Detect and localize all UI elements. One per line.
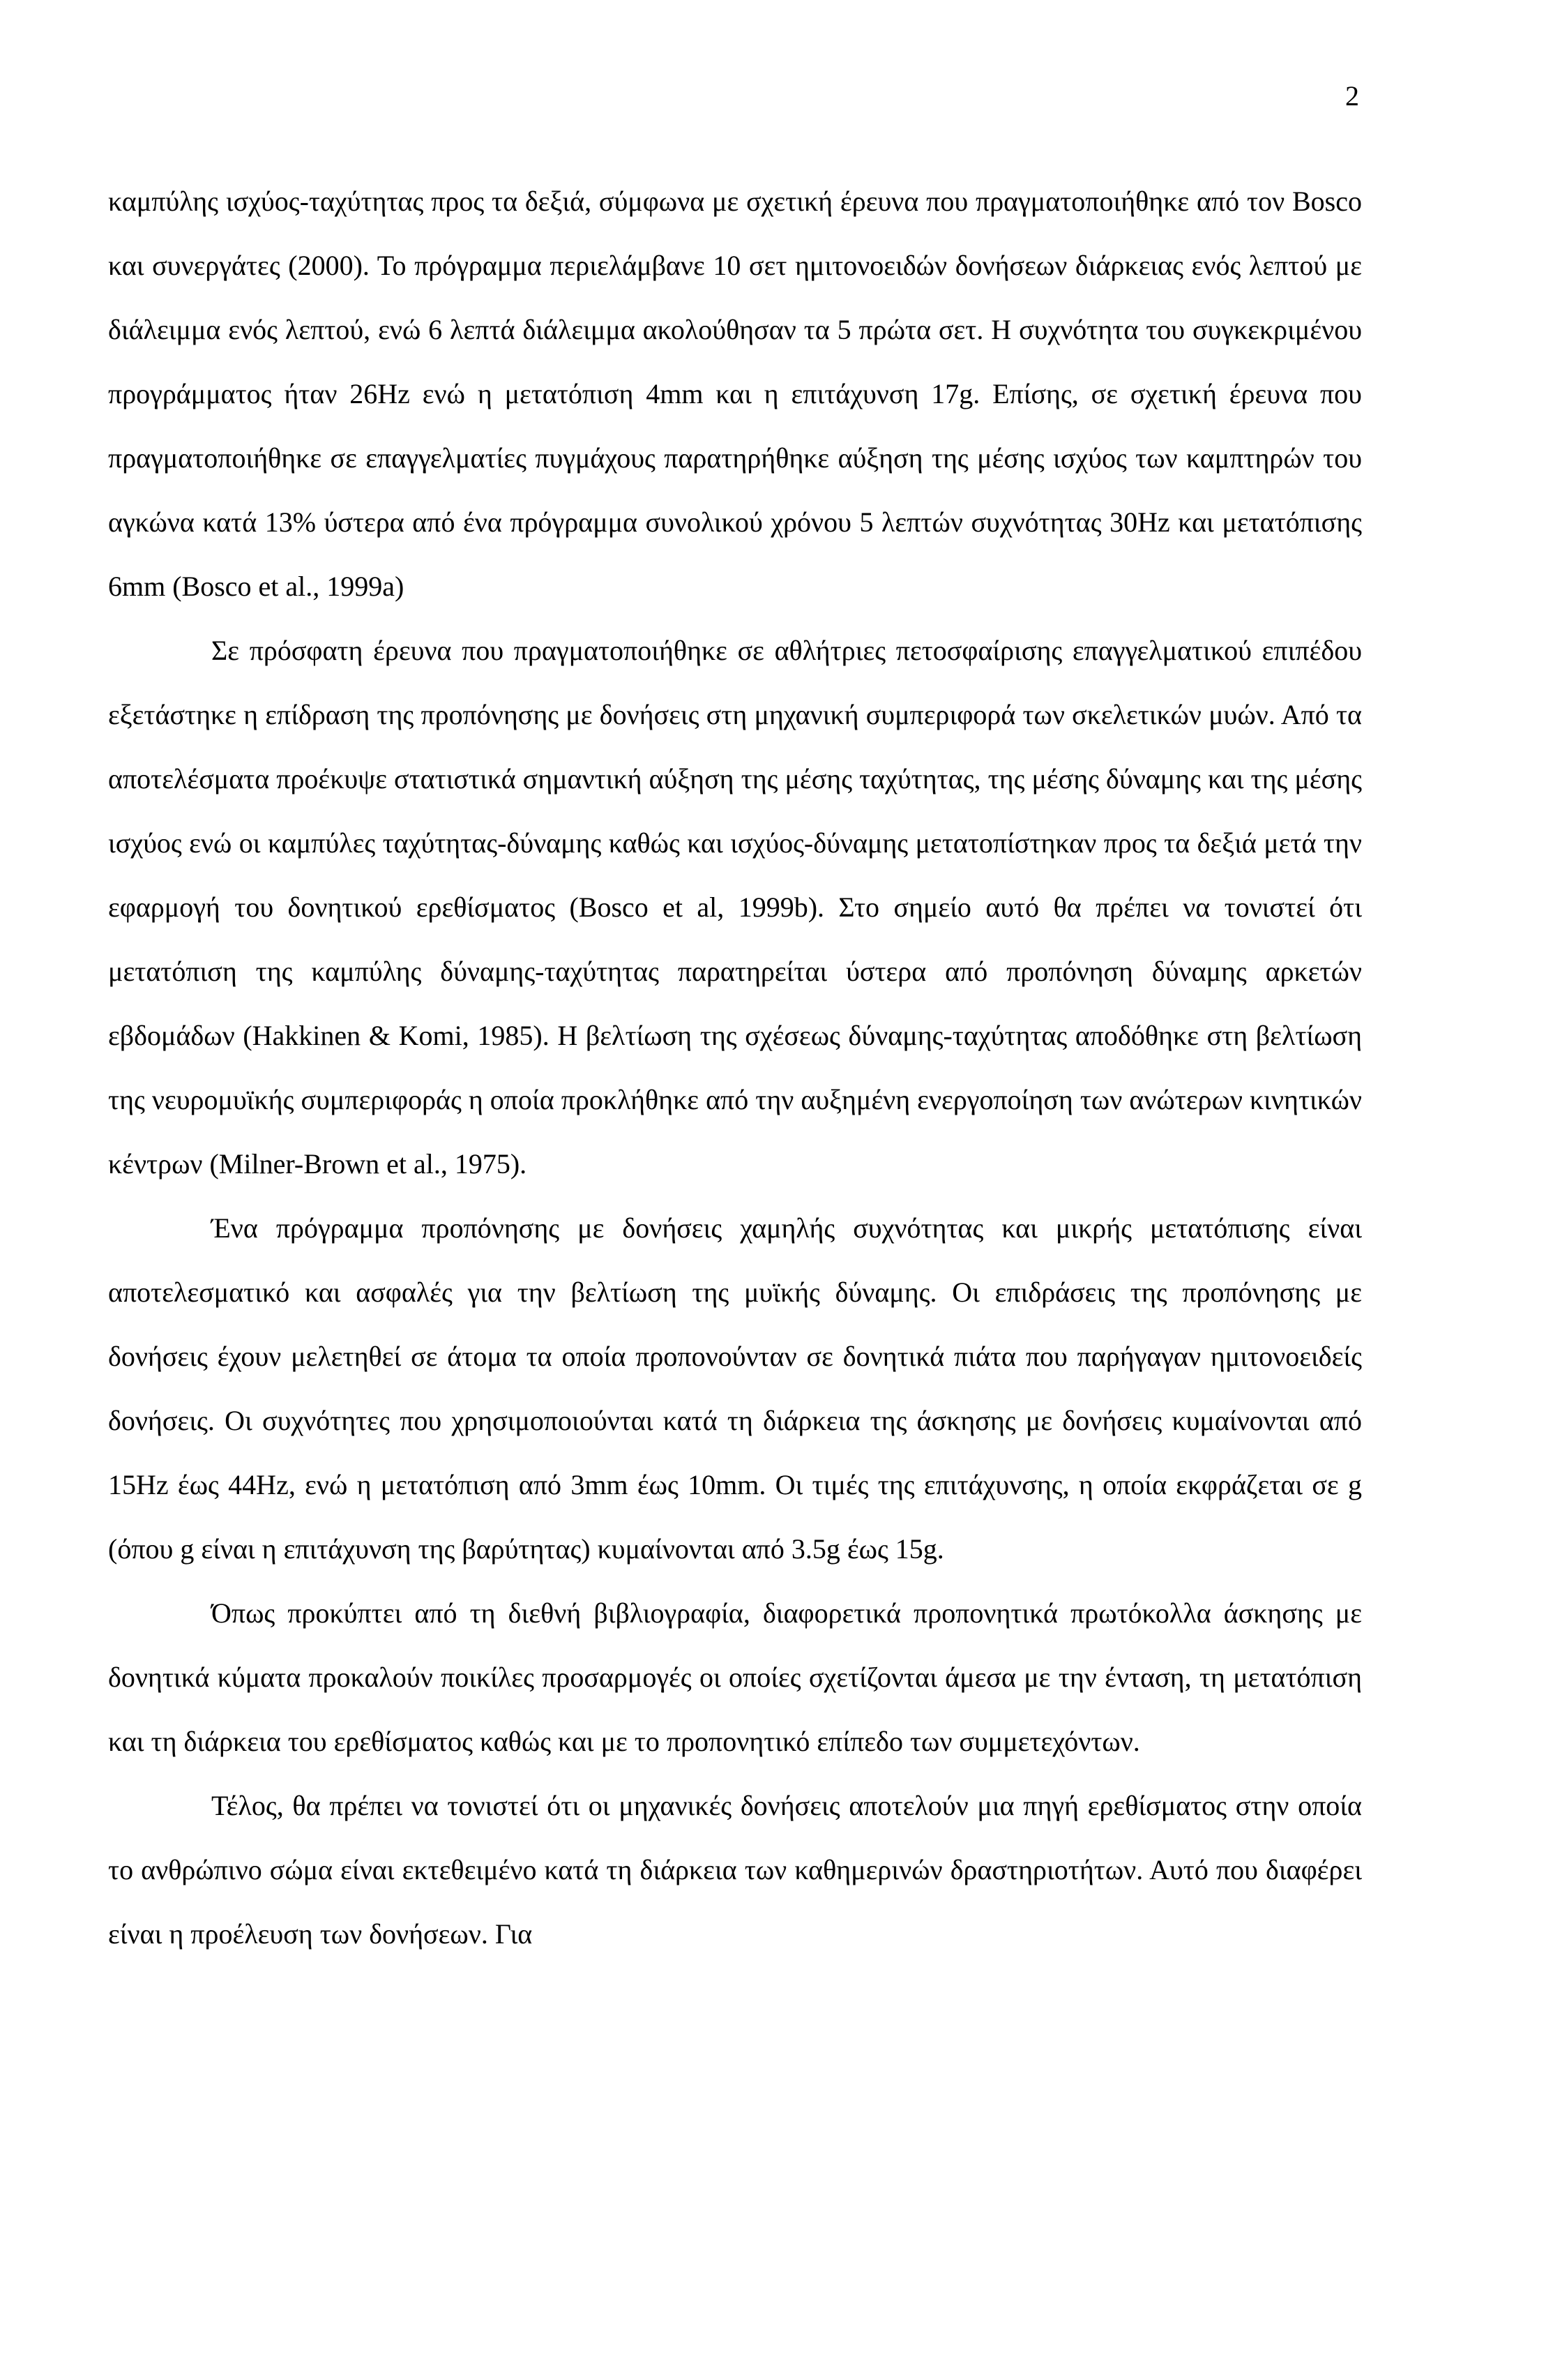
paragraph-2: Σε πρόσφατη έρευνα που πραγματοποιήθηκε σε αθλήτριες πετοσφαίρισης επαγγελματικού επιπέδου εξετάστηκε η επίδραση της προπόνησης με δονήσεις στη μηχανική συμπεριφορά των σκελετικών μυών. Από τα αποτελέσματα προέκυψε στατιστικά σημαντική αύξηση της μέσης ταχύτητας, της μέσης δύναμης και της μέσης ισχύος ενώ οι καμπύλες ταχύτητας-δύναμης καθώς και ισχύος-δύναμης μετατοπίστηκαν προς τα δεξιά μετά την εφαρμογή του δονητικού ερεθίσματος (Bosco et al, 1999b). Στο σημείο αυτό θα πρέπει να τονιστεί ότι μετατόπιση της καμπύλης δύναμης-ταχύτητας παρατηρείται ύστερα από προπόνηση δύναμης αρκετών εβδομάδων (Hakkinen & Komi, 1985). Η βελτίωση της σχέσεως δύναμης-ταχύτητας αποδόθηκε στη βελτίωση της νευρομυϊκής συμπεριφοράς η οποία προκλήθηκε από την αυξημένη ενεργοποίηση των ανώτερων κινητικών κέντρων (Milner-Brown et al., 1975). [108,635,1362,1180]
page-number: 2 [1345,80,1359,112]
paragraph-3: Ένα πρόγραμμα προπόνησης με δονήσεις χαμηλής συχνότητας και μικρής μετατόπισης είναι αποτελεσματικό και ασφαλές για την βελτίωση της μυϊκής δύναμης. Οι επιδράσεις της προπόνησης με δονήσεις έχουν μελετηθεί σε άτομα τα οποία προπονούνταν σε δονητικά πιάτα που παρήγαγαν ημιτονοειδείς δονήσεις. Οι συχνότητες που χρησιμοποιούνται κατά τη διάρκεια της άσκησης με δονήσεις κυμαίνονται από 15Hz έως 44Hz, ενώ η μετατόπιση από 3mm έως 10mm. Οι τιμές της επιτάχυνσης, η οποία εκφράζεται σε g (όπου g είναι η επιτάχυνση της βαρύτητας) κυμαίνονται από 3.5g έως 15g. [108,1212,1362,1565]
paragraph-5: Τέλος, θα πρέπει να τονιστεί ότι οι μηχανικές δονήσεις αποτελούν μια πηγή ερεθίσματος στην οποία το ανθρώπινο σώμα είναι εκτεθειμένο κατά τη διάρκεια των καθημερινών δραστηριοτήτων. Αυτό που διαφέρει είναι η προέλευση των δονήσεων. Για [108,1790,1362,1950]
paragraph-1: καμπύλης ισχύος-ταχύτητας προς τα δεξιά, σύμφωνα με σχετική έρευνα που πραγματοποιήθηκε από τον Bosco και συνεργάτες (2000). Το πρόγραμμα περιελάμβανε 10 σετ ημιτονοειδών δονήσεων διάρκειας ενός λεπτού με διάλειμμα ενός λεπτού, ενώ 6 λεπτά διάλειμμα ακολούθησαν τα 5 πρώτα σετ. Η συχνότητα του συγκεκριμένου προγράμματος ήταν 26Hz ενώ η μετατόπιση 4mm και η επιτάχυνση 17g. Επίσης, σε σχετική έρευνα που πραγματοποιήθηκε σε επαγγελματίες πυγμάχους παρατηρήθηκε αύξηση της μέσης ισχύος των καμπτηρών του αγκώνα κατά 13% ύστερα από ένα πρόγραμμα συνολικού χρόνου 5 λεπτών συχνότητας 30Hz και μετατόπισης 6mm (Bosco et al., 1999a) [108,186,1362,602]
paragraph-4: Όπως προκύπτει από τη διεθνή βιβλιογραφία, διαφορετικά προπονητικά πρωτόκολλα άσκησης με δονητικά κύματα προκαλούν ποικίλες προσαρμογές οι οποίες σχετίζονται άμεσα με την ένταση, τη μετατόπιση και τη διάρκεια του ερεθίσματος καθώς και με το προπονητικό επίπεδο των συμμετεχόντων. [108,1597,1362,1757]
body-text [108,170,1362,1966]
